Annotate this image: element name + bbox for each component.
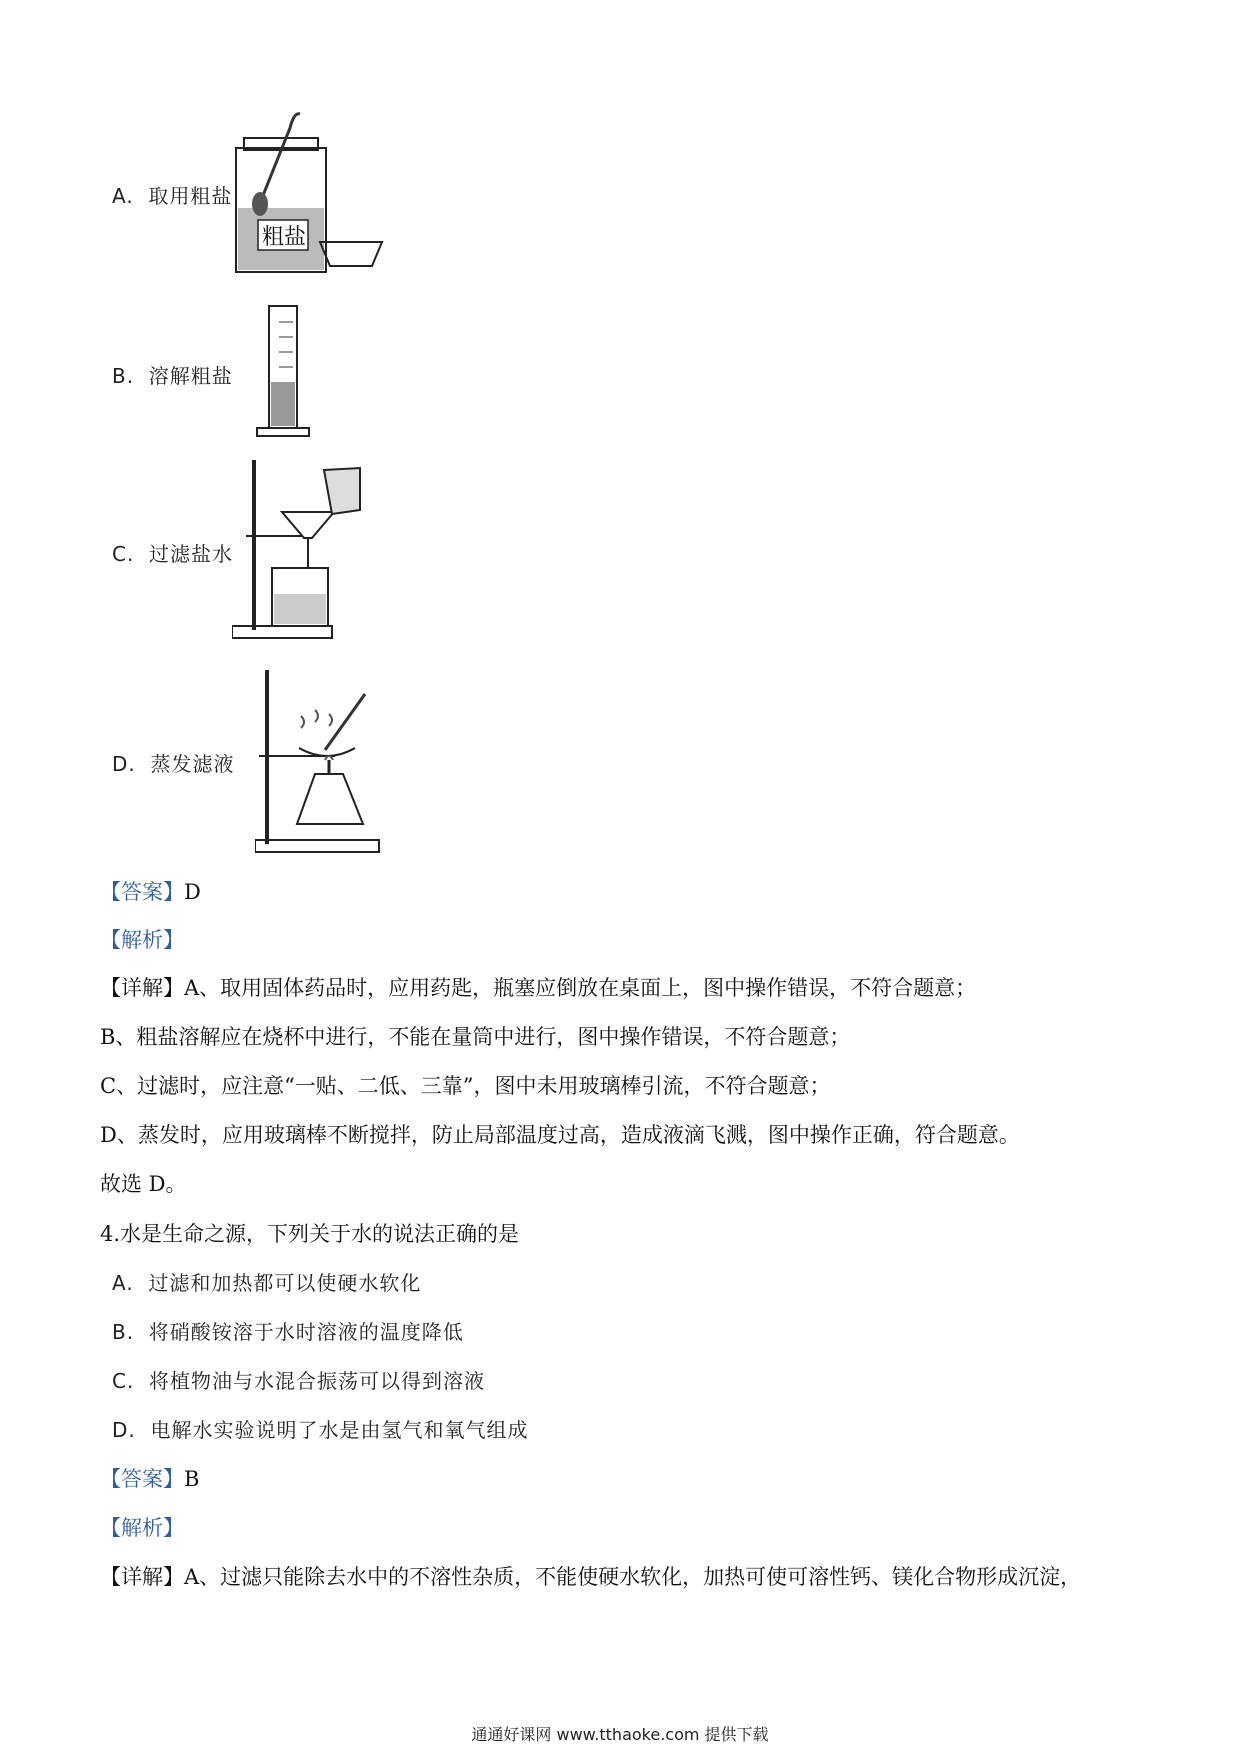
detail-line: C、过滤时，应注意“一贴、二低、三靠”，图中未用玻璃棒引流，不符合题意； — [100, 1074, 831, 1098]
answer-tag: 【答案】 — [100, 1467, 184, 1491]
detail-line: D、蒸发时，应用玻璃棒不断搅拌，防止局部温度过高，造成液滴飞溅，图中操作正确，符合题意。 — [100, 1123, 1020, 1147]
analysis-line — [100, 1512, 184, 1542]
evaporation-figure — [255, 664, 395, 856]
q4-option-c — [112, 1365, 485, 1394]
q4-option-b — [112, 1316, 464, 1345]
detail-tag: 【详解】 — [100, 1565, 184, 1589]
answer-value: B — [184, 1467, 200, 1491]
q4-option-d — [112, 1414, 528, 1443]
option-text: 过滤盐水 — [149, 542, 234, 566]
analysis-tag: 【解析】 — [100, 928, 184, 952]
cylinder-figure — [255, 302, 315, 442]
salt-jar-figure — [232, 108, 392, 278]
analysis-tag: 【解析】 — [100, 1516, 184, 1540]
detail-text: A、取用固体药品时，应用药匙，瓶塞应倒放在桌面上，图中操作错误，不符合题意； — [184, 976, 977, 1000]
detail-line — [100, 1561, 1081, 1591]
option-text: 溶解粗盐 — [148, 364, 233, 388]
option-d — [112, 748, 234, 777]
jar-label: 粗盐 — [262, 225, 307, 250]
answer-value: D — [184, 880, 201, 904]
detail-tag: 【详解】 — [100, 976, 184, 1000]
detail-line — [100, 972, 976, 1002]
option-text: 过滤和加热都可以使硬水软化 — [148, 1271, 422, 1295]
answer-line — [100, 876, 201, 906]
option-letter: D. — [112, 752, 136, 776]
option-letter: C. — [112, 1369, 135, 1393]
detail-text: A、过滤只能除去水中的不溶性杂质，不能使硬水软化，加热可使可溶性钙、镁化合物形成沉淀， — [184, 1565, 1082, 1589]
detail-line: B、粗盐溶解应在烧杯中进行，不能在量筒中进行，图中操作错误，不符合题意； — [100, 1025, 851, 1049]
option-letter: A. — [112, 1271, 134, 1295]
option-letter: B. — [112, 1320, 135, 1344]
page-footer: 通通好课网 www.tthaoke.com 提供下载 — [471, 1725, 769, 1744]
option-text: 将植物油与水混合振荡可以得到溶液 — [149, 1369, 486, 1393]
option-text: 将硝酸铵溶于水时溶液的温度降低 — [148, 1320, 464, 1344]
filtration-figure — [232, 450, 402, 642]
option-text: 取用粗盐 — [148, 184, 233, 208]
question-stem: 4.水是生命之源，下列关于水的说法正确的是 — [100, 1222, 520, 1246]
conclusion-line: 故选 D。 — [100, 1172, 187, 1196]
analysis-line — [100, 924, 184, 954]
option-b — [112, 360, 233, 389]
option-text: 电解水实验说明了水是由氢气和氧气组成 — [150, 1418, 529, 1442]
option-text: 蒸发滤液 — [150, 752, 235, 776]
option-letter: A. — [112, 184, 134, 208]
answer-line — [100, 1463, 199, 1493]
answer-tag: 【答案】 — [100, 880, 184, 904]
option-c — [112, 538, 233, 567]
option-letter: D. — [112, 1418, 136, 1442]
option-a — [112, 180, 232, 209]
option-letter: C. — [112, 542, 135, 566]
option-letter: B. — [112, 364, 135, 388]
q4-option-a — [112, 1267, 421, 1296]
